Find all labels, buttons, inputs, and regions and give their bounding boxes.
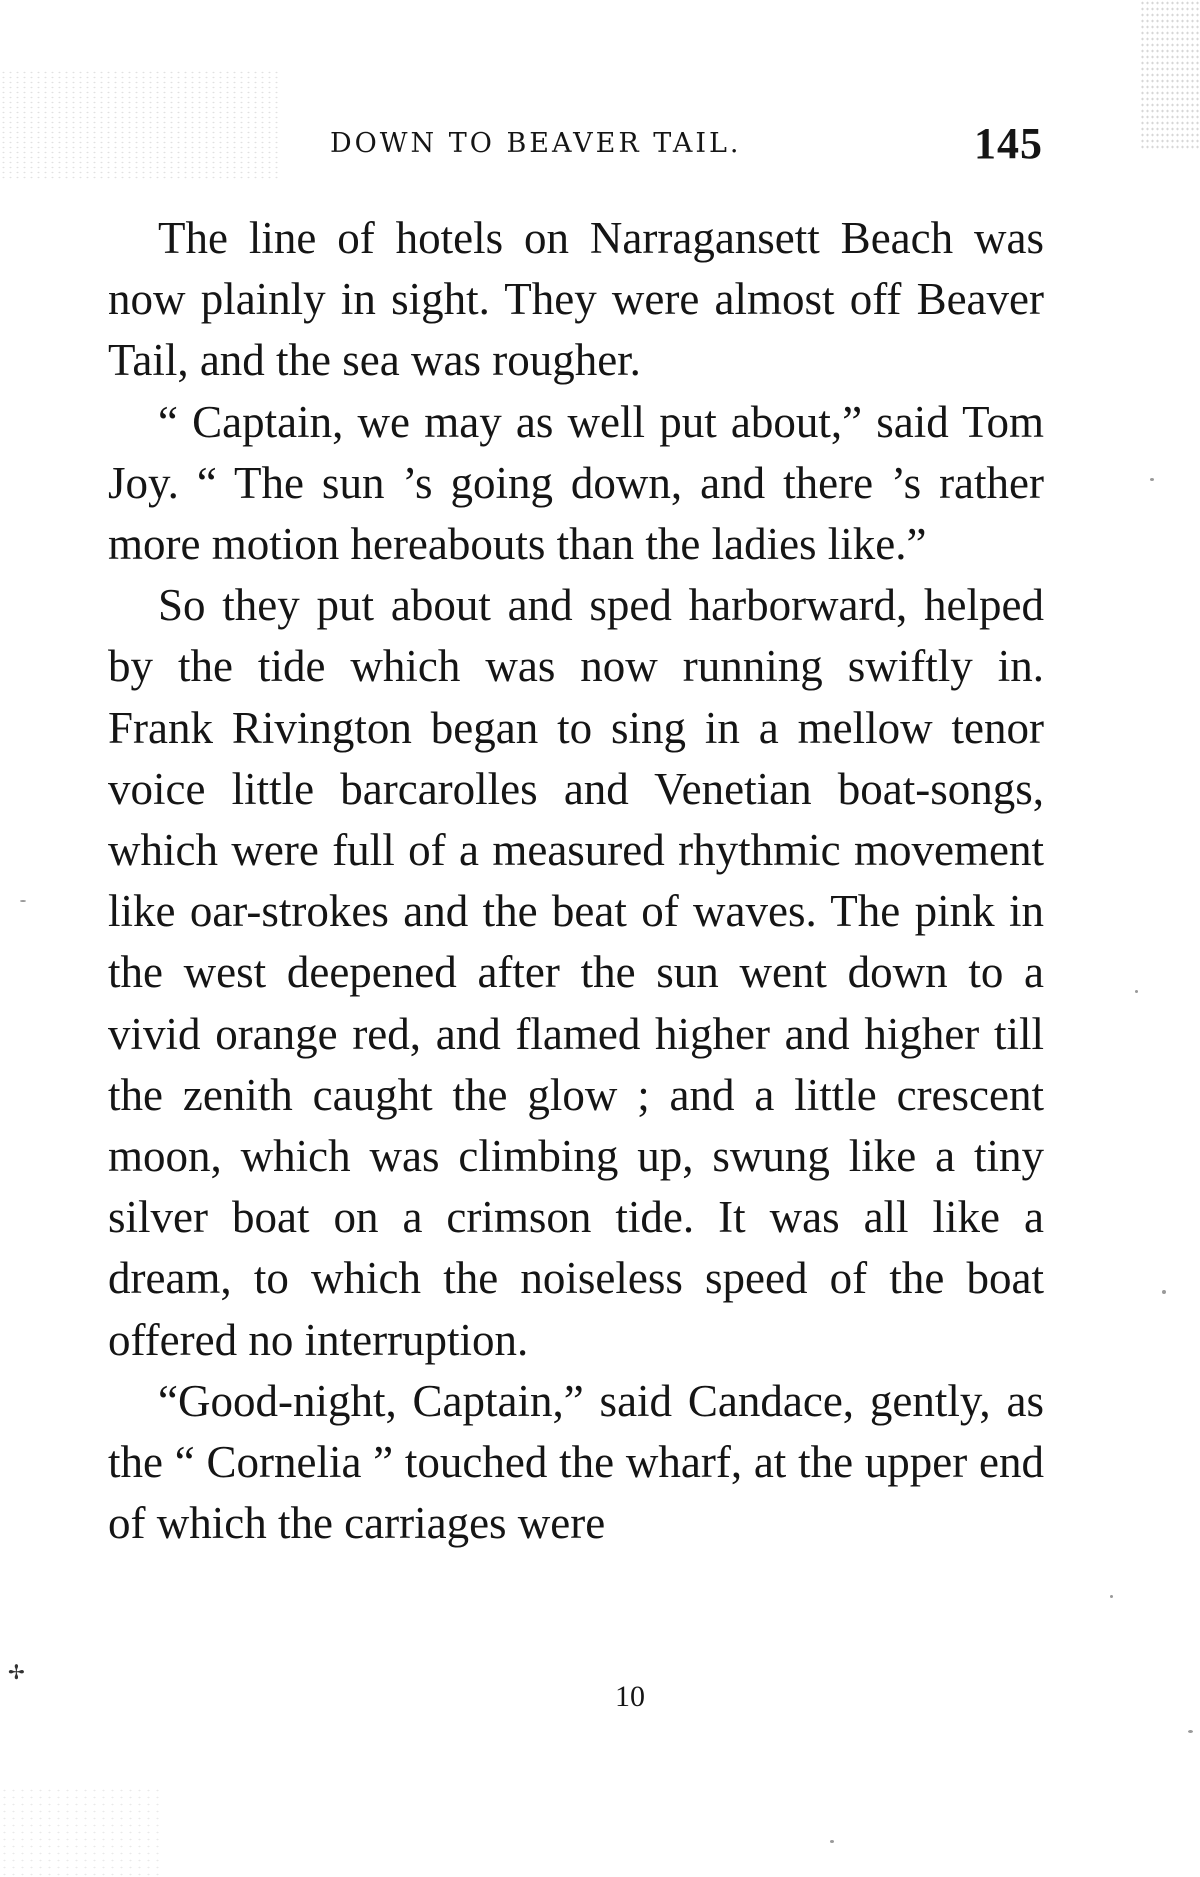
signature-mark: 10	[615, 1680, 645, 1713]
scan-speck	[1162, 1290, 1166, 1294]
scan-speck	[20, 900, 26, 902]
paragraph: “ Captain, we may as well put about,” said Tom Joy. “ The sun ’s going down, and there ’s rather more motion hereabouts than the ladies like.”	[108, 396, 1044, 570]
scan-speck	[1188, 1730, 1193, 1733]
page-number: 145	[974, 119, 1043, 168]
scan-speck	[1135, 990, 1138, 993]
paragraph: So they put about and sped harborward, helped by the tide which was now running swiftly in. Frank Rivington began to sing in a mellow tenor voice little barcarolles and Venetian boat-songs, which were full of a measured rhythmic movement like oar-strokes and the beat of waves. The pink in the west deepened after the sun went down to a vivid orange red, and flamed higher and higher till the zenith caught the glow ; and a little crescent moon, which was climbing up, swung like a tiny silver boat on a crimson tide. It was all like a dream, to which the noiseless speed of the boat offered no interruption.	[108, 580, 1044, 1365]
scan-speck	[1110, 1595, 1113, 1598]
running-head-title: DOWN TO BEAVER TAIL.	[330, 128, 742, 159]
body-text	[108, 208, 1044, 1554]
scan-noise-top-right	[1140, 0, 1200, 150]
paragraph: The line of hotels on Narragansett Beach was now plainly in sight. They were almost off Beaver Tail, and the sea was rougher.	[108, 213, 1044, 386]
paragraph: “Good-night, Captain,” said Candace, gently, as the “ Cornelia ” touched the wharf, at the upper end of which the carriages were	[108, 1375, 1044, 1549]
scan-speck	[830, 1840, 834, 1843]
scan-noise-bottom-left	[0, 1787, 160, 1877]
scan-speck	[1150, 478, 1154, 481]
running-head	[108, 118, 1043, 168]
margin-mark-icon: ✢	[8, 1660, 25, 1684]
